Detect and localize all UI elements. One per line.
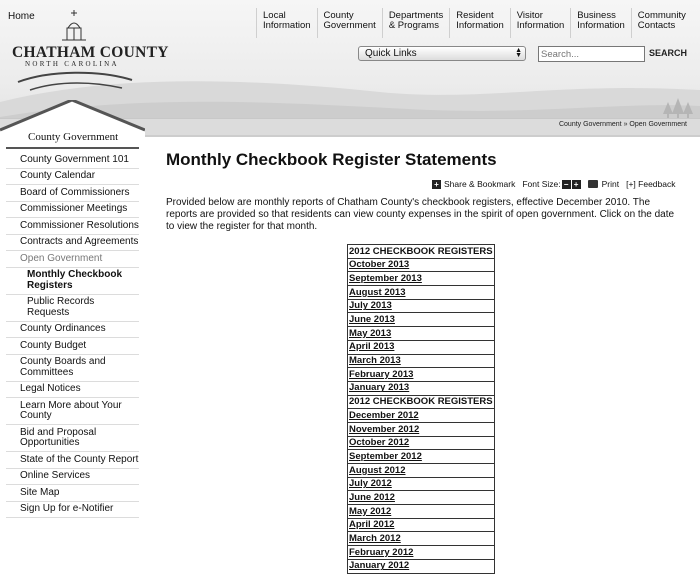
register-row [348, 258, 495, 272]
nav-label: Information [456, 20, 504, 31]
register-month-link[interactable]: October 2012 [348, 436, 495, 450]
register-month-link[interactable]: August 2013 [348, 286, 495, 300]
sidebar-item-county-boards-committees[interactable]: County Boards and Committees [6, 355, 139, 382]
register-year-header-row [348, 395, 495, 409]
page-title: Monthly Checkbook Register Statements [166, 150, 497, 169]
sidebar-item-county-calendar[interactable]: County Calendar [6, 169, 139, 186]
register-row [348, 313, 495, 327]
print-label: Print [601, 179, 620, 189]
sidebar-item-monthly-checkbook-registers[interactable]: Monthly Checkbook Registers [6, 268, 139, 295]
font-increase-icon[interactable]: + [572, 180, 581, 189]
font-size-control [522, 179, 580, 189]
register-month-link[interactable]: March 2013 [348, 354, 495, 368]
sidebar-nav [6, 152, 139, 518]
register-row [348, 368, 495, 382]
register-month-link[interactable]: June 2012 [348, 491, 495, 505]
sidebar-item-e-notifier[interactable]: Sign Up for e-Notifier [6, 502, 139, 519]
sidebar-item-open-government[interactable]: Open Government [6, 251, 139, 268]
nav-label: Information [577, 20, 625, 31]
nav-visitor-information[interactable] [510, 8, 571, 38]
share-bookmark-link[interactable] [432, 179, 515, 189]
register-row [348, 422, 495, 436]
nav-label: Community [637, 10, 686, 21]
font-size-label: Font Size: [522, 179, 561, 189]
register-month-link[interactable]: March 2012 [348, 532, 495, 546]
sidebar-item-contracts-agreements[interactable]: Contracts and Agreements [6, 235, 139, 252]
register-row [348, 464, 495, 478]
register-month-link[interactable]: August 2012 [348, 464, 495, 478]
register-year-header-row [348, 245, 495, 259]
plus-icon: + [432, 180, 441, 189]
register-row [348, 518, 495, 532]
nav-label: Government [323, 20, 376, 31]
home-link[interactable]: Home [8, 11, 35, 22]
register-row [348, 559, 495, 573]
register-row [348, 354, 495, 368]
register-month-link[interactable]: February 2013 [348, 368, 495, 382]
page-tools [432, 179, 683, 189]
nav-label: Contacts [637, 20, 676, 31]
register-year-header: 2012 CHECKBOOK REGISTERS [349, 245, 493, 257]
sidebar-item-commissioner-resolutions[interactable]: Commissioner Resolutions [6, 218, 139, 235]
font-decrease-icon[interactable]: − [562, 180, 571, 189]
register-month-link[interactable]: September 2012 [348, 450, 495, 464]
register-month-link[interactable]: July 2012 [348, 477, 495, 491]
nav-label: & Programs [388, 20, 439, 31]
nav-departments-programs[interactable] [382, 8, 449, 38]
nav-community-contacts[interactable] [631, 8, 692, 38]
register-month-link[interactable]: December 2012 [348, 409, 495, 423]
nav-label: Visitor [516, 10, 543, 21]
nav-label: Business [577, 10, 616, 21]
nav-label: Local [263, 10, 286, 21]
printer-icon [588, 180, 598, 188]
sidebar-item-county-ordinances[interactable]: County Ordinances [6, 322, 139, 339]
sidebar-item-bid-proposal[interactable]: Bid and Proposal Opportunities [6, 425, 139, 452]
nav-label: Departments [388, 10, 444, 21]
sidebar-divider [6, 147, 139, 149]
nav-label: County [323, 10, 354, 21]
intro-paragraph: Provided below are monthly reports of Chatham County's checkbook registers, effective December 2010. The reports are provided so that residents can view county expenses in the spirit of open government. Click on the date to view the register for that month. [166, 197, 675, 232]
nav-business-information[interactable] [570, 8, 631, 38]
sidebar-item-state-of-county[interactable]: State of the County Report [6, 452, 139, 469]
register-row [348, 532, 495, 546]
search-button[interactable]: SEARCH [649, 48, 688, 58]
sidebar-item-county-budget[interactable]: County Budget [6, 338, 139, 355]
logo-title: CHATHAM COUNTY [12, 44, 169, 61]
register-row [348, 505, 495, 519]
sidebar-item-public-records-requests[interactable]: Public Records Requests [6, 295, 139, 322]
nav-resident-information[interactable] [449, 8, 510, 38]
register-month-link[interactable]: February 2012 [348, 546, 495, 560]
feedback-link[interactable]: [+] Feedback [626, 179, 676, 189]
register-month-link[interactable]: May 2013 [348, 327, 495, 341]
sidebar-item-commissioner-meetings[interactable]: Commissioner Meetings [6, 202, 139, 219]
sidebar-item-online-services[interactable]: Online Services [6, 469, 139, 486]
register-month-link[interactable]: April 2012 [348, 518, 495, 532]
print-link[interactable] [588, 179, 619, 189]
quick-links-select[interactable] [358, 46, 526, 61]
register-year-header: 2012 CHECKBOOK REGISTERS [349, 396, 493, 408]
register-month-link[interactable]: July 2013 [348, 299, 495, 313]
register-row [348, 340, 495, 354]
sidebar-item-legal-notices[interactable]: Legal Notices [6, 382, 139, 399]
register-row [348, 436, 495, 450]
register-row [348, 327, 495, 341]
sidebar-title: County Government [28, 131, 119, 143]
register-month-link[interactable]: April 2013 [348, 340, 495, 354]
top-navigation [256, 8, 692, 38]
register-row [348, 491, 495, 505]
share-bookmark-label: Share & Bookmark [444, 179, 516, 189]
breadcrumb: County Government » Open Government [558, 121, 687, 128]
register-month-link[interactable]: June 2013 [348, 313, 495, 327]
register-month-link[interactable]: January 2012 [348, 559, 495, 573]
register-row [348, 477, 495, 491]
register-month-link[interactable]: October 2013 [348, 258, 495, 272]
register-row [348, 286, 495, 300]
select-arrows-icon: ▲ ▼ [515, 47, 522, 59]
register-month-link[interactable]: September 2013 [348, 272, 495, 286]
register-month-link[interactable]: May 2012 [348, 505, 495, 519]
register-row [348, 299, 495, 313]
checkbook-registers-table [347, 244, 495, 574]
register-row [348, 381, 495, 395]
nav-local-information[interactable] [256, 8, 317, 38]
logo-subtitle: NORTH CAROLINA [25, 60, 119, 68]
register-row [348, 272, 495, 286]
nav-label: Information [516, 20, 565, 31]
nav-county-government[interactable] [317, 8, 382, 38]
register-row [348, 409, 495, 423]
sidebar-item-learn-more[interactable]: Learn More about Your County [6, 398, 139, 425]
sidebar-item-board-of-commissioners[interactable]: Board of Commissioners [6, 185, 139, 202]
register-row [348, 546, 495, 560]
search-input[interactable] [538, 46, 645, 62]
nav-label: Information [263, 20, 311, 31]
sidebar-item-site-map[interactable]: Site Map [6, 485, 139, 502]
register-month-link[interactable]: January 2013 [348, 381, 495, 395]
nav-label: Resident [456, 10, 494, 21]
register-month-link[interactable]: November 2012 [348, 422, 495, 436]
register-row [348, 450, 495, 464]
quick-links-value: Quick Links [365, 48, 417, 59]
sidebar-item-county-government-101[interactable]: County Government 101 [6, 152, 139, 169]
